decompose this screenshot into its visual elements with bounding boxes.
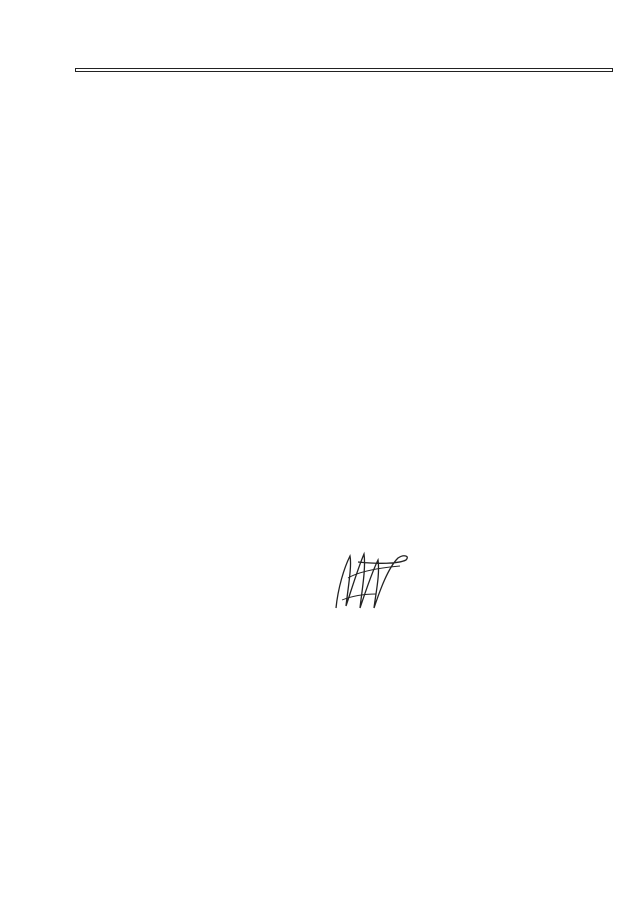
handwritten-signature [318, 538, 418, 618]
section-4-header-row [76, 69, 613, 72]
section-4-title [76, 69, 613, 72]
indicators-table [75, 68, 613, 72]
